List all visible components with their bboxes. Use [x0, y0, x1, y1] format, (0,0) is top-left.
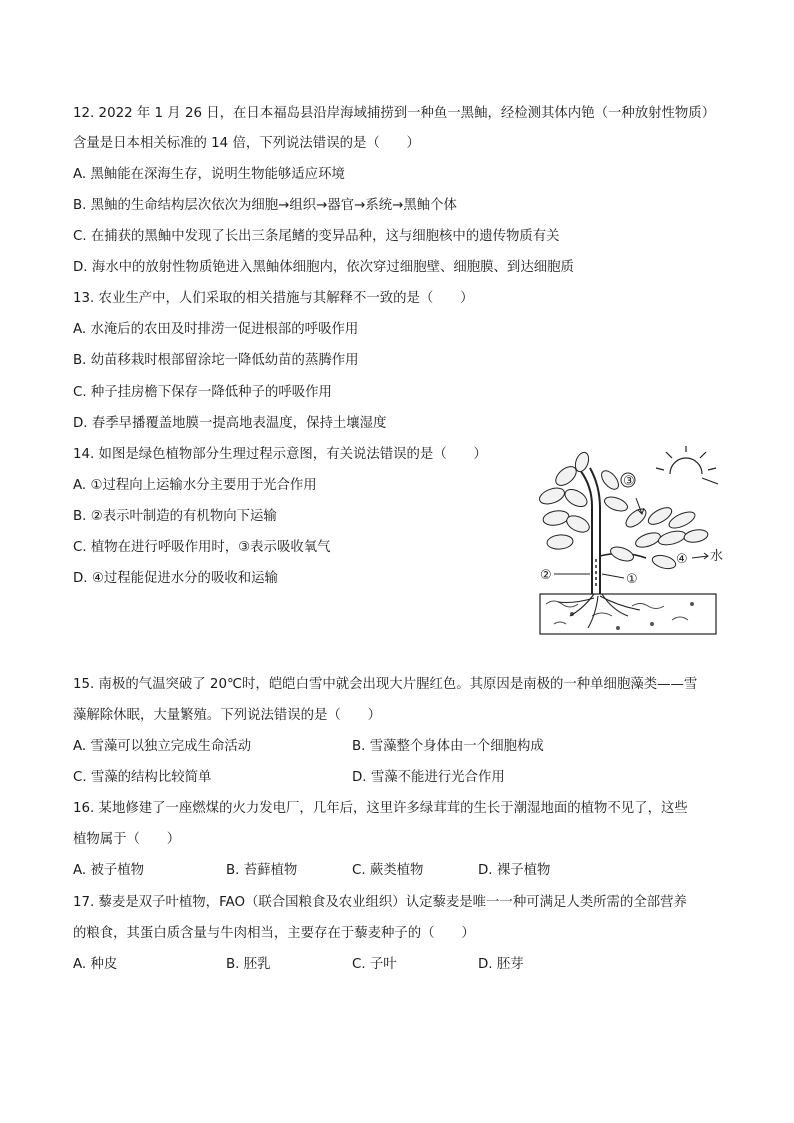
q12-stem-line1: 12. 2022 年 1 月 26 日，在日本福岛县沿岸海域捕捞到一种鱼一黑鲉，经检测其体内铯（一种放射性物质） — [73, 106, 716, 121]
q17-option-b: B. 胚乳 — [226, 957, 271, 972]
q15-stem-line2: 藻解除休眠，大量繁殖。下列说法错误的是（ ） — [73, 708, 381, 723]
q15-option-d: D. 雪藻不能进行光合作用 — [352, 770, 505, 785]
sun-icon — [656, 446, 718, 484]
q16-option-b: B. 苔藓植物 — [226, 863, 298, 878]
label-4: ④ — [676, 552, 688, 567]
q16-stem-line1: 16. 某地修建了一座燃煤的火力发电厂，几年后，这里许多绿茸茸的生长于潮湿地面的植物不见了，这些 — [73, 801, 688, 816]
q15-option-b: B. 雪藻整个身体由一个细胞构成 — [352, 739, 544, 754]
q14-option-d: D. ④过程能促进水分的吸收和运输 — [73, 571, 278, 586]
label-water: 水 — [710, 549, 724, 564]
plant-physiology-figure — [532, 446, 724, 636]
q16-option-d: D. 裸子植物 — [478, 863, 551, 878]
q15-stem-line1: 15. 南极的气温突破了 20℃时，皑皑白雪中就会出现大片腥红色。其原因是南极的一种单细胞藻类——雪 — [73, 677, 698, 692]
q13-stem: 13. 农业生产中，人们采取的相关措施与其解释不一致的是（ ） — [73, 291, 474, 306]
q17-option-a: A. 种皮 — [73, 957, 118, 972]
q13-option-d: D. 春季早播覆盖地膜一提高地表温度，保持土壤湿度 — [73, 416, 387, 431]
q14-option-c: C. 植物在进行呼吸作用时，③表示吸收氧气 — [73, 540, 331, 555]
label-1: ① — [626, 572, 638, 587]
q17-option-d: D. 胚芽 — [478, 957, 524, 972]
q13-option-c: C. 种子挂房檐下保存一降低种子的呼吸作用 — [73, 385, 332, 400]
q17-option-c: C. 子叶 — [352, 957, 397, 972]
q17-stem-line1: 17. 藜麦是双子叶植物，FAO（联合国粮食及农业组织）认定藜麦是唯一一种可满足人类所需的全部营养 — [73, 895, 687, 910]
q16-stem-line2: 植物属于（ ） — [73, 832, 181, 847]
q13-option-b: B. 幼苗移栽时根部留涂坨一降低幼苗的蒸腾作用 — [73, 353, 359, 368]
q12-stem-line2: 含量是日本相关标准的 14 倍，下列说法错误的是（ ） — [73, 136, 420, 151]
q14-option-b: B. ②表示叶制造的有机物向下运输 — [73, 509, 277, 524]
leaves-left — [537, 451, 629, 551]
q15-option-a: A. 雪藻可以独立完成生命活动 — [73, 739, 252, 754]
q12-option-b: B. 黑鲉的生命结构层次依次为细胞→组织→器官→系统→黑鲉个体 — [73, 198, 457, 213]
soil — [540, 594, 716, 634]
label-2: ② — [540, 568, 552, 583]
q12-option-c: C. 在捕获的黑鲉中发现了长出三条尾鳍的变异品种，这与细胞核中的遗传物质有关 — [73, 229, 560, 244]
q16-option-a: A. 被子植物 — [73, 863, 144, 878]
q14-stem: 14. 如图是绿色植物部分生理过程示意图，有关说法错误的是（ ） — [73, 447, 487, 462]
q14-option-a: A. ①过程向上运输水分主要用于光合作用 — [73, 478, 317, 493]
q17-stem-line2: 的粮食，其蛋白质含量与牛肉相当，主要存在于藜麦种子的（ ） — [73, 926, 475, 941]
q13-option-a: A. 水淹后的农田及时排涝一促进根部的呼吸作用 — [73, 322, 359, 337]
q12-option-d: D. 海水中的放射性物质铯进入黑鲉体细胞内，依次穿过细胞壁、细胞膜、到达细胞质 — [73, 260, 574, 275]
q16-option-c: C. 蕨类植物 — [352, 863, 424, 878]
q12-option-a: A. 黑鲉能在深海生存，说明生物能够适应环境 — [73, 167, 345, 182]
leaves-right — [609, 504, 709, 571]
q15-option-c: C. 雪藻的结构比较简单 — [73, 770, 212, 785]
label-3: ③ — [623, 474, 635, 489]
